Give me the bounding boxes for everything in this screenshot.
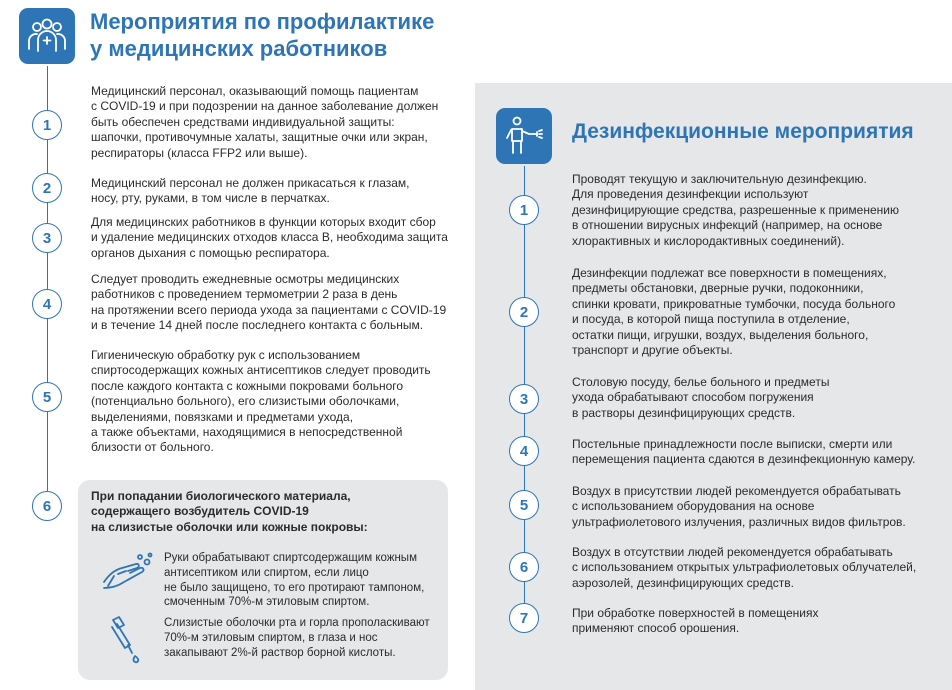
page-title-prevention: Мероприятия по профилактике у медицинских работников — [90, 9, 435, 61]
prevention-item-3-text: Для медицинских работников в функции которых входит сбор и удаление медицинских отходов класса В, необходима защита органов дыхания с помощью респиратора. — [91, 215, 448, 260]
step-number-badge: 1 — [32, 110, 62, 140]
step-number-badge: 6 — [32, 491, 62, 521]
step-number-badge: 6 — [509, 552, 539, 582]
step-number-badge: 3 — [509, 384, 539, 414]
step-number-badge: 5 — [32, 382, 62, 412]
bio-hands-text: Руки обрабатывают спиртсодержащим кожным антисептиком или спиртом, если лицо не было защищено, то его протирают тампоном, смоченным 70%-м этиловым спиртом. — [164, 552, 425, 609]
step-number-badge: 4 — [509, 436, 539, 466]
bio-dropper-text: Слизистые оболочки рта и горла прополаскивают 70%-м этиловым спиртом, в глаза и нос закапывают 2%-й раствор борной кислоты. — [164, 617, 430, 659]
step-number-badge: 2 — [32, 173, 62, 203]
disinfection-item-5-text: Воздух в присутствии людей рекомендуется обрабатывать с использованием оборудования на основе ультрафиолетового излучения, различных видов фильтров. — [572, 484, 906, 529]
prevention-item-5-text: Гигиеническую обработку рук с использованием спиртосодержащих кожных антисептиков следует проводить после каждого контакта с кожными покровами больного (потенциально больного), его слизистыми оболочками, выделениями, повязками и предметами ухода, а также объектами, находящимися в непосредственной близости от больного. — [91, 348, 431, 455]
hand-washing-icon — [100, 552, 156, 592]
step-number-badge: 4 — [32, 289, 62, 319]
disinfection-item-7-text: При обработке поверхностей в помещениях применяют способ орошения. — [572, 606, 819, 636]
disinfection-item-4-text: Постельные принадлежности после выписки, смерти или перемещения пациента сдаются в дезинфекционную камеру. — [572, 437, 916, 467]
disinfection-item-6-text: Воздух в отсутствии людей рекомендуется обрабатывать с использованием открытых ультрафиолетовых облучателей, аэрозолей, дезинфицирующих средств. — [572, 545, 917, 590]
medical-staff-group-icon — [19, 8, 75, 64]
disinfection-worker-icon — [496, 108, 552, 164]
page-title-disinfection: Дезинфекционные мероприятия — [572, 120, 914, 143]
disinfection-item-1-text: Проводят текущую и заключительную дезинфекцию. Для проведения дезинфекции используют дезинфицирующие средства, разрешенные к применению в отношении вирусных инфекций (например, на основе хлорактивных и кислородактивных соединений). — [572, 172, 899, 248]
disinfection-item-3-text: Столовую посуду, белье больного и предметы ухода обрабатывают способом погружения в растворы дезинфицирующих средств. — [572, 375, 830, 420]
step-number-badge: 2 — [509, 297, 539, 327]
step-number-badge: 7 — [509, 603, 539, 633]
step-number-badge: 1 — [509, 195, 539, 225]
eye-dropper-icon — [108, 614, 148, 664]
bio-material-heading: При попадании биологического материала, содержащего возбудитель COVID-19 на слизистые оболочки или кожные покровы: — [91, 489, 368, 534]
prevention-item-1-text: Медицинский персонал, оказывающий помощь пациентам с COVID-19 и при подозрении на данное заболевание должен быть обеспечен средствами индивидуальной защиты: шапочки, противочумные халаты, защитные очки или экран, респираторы (класса FFP2 или выше). — [91, 84, 439, 160]
prevention-item-2-text: Медицинский персонал не должен прикасаться к глазам, носу, рту, руками, в том числе в перчатках. — [91, 176, 410, 206]
step-number-badge: 3 — [32, 223, 62, 253]
disinfection-item-2-text: Дезинфекции подлежат все поверхности в помещениях, предметы обстановки, дверные ручки, подоконники, спинки кровати, прикроватные тумбочки, посуда больного и посуда, в которой пища поступила в отделение, остатки пищи, игрушки, воздух, выделения больного, транспорт и другие объекты. — [572, 266, 896, 358]
prevention-item-4-text: Следует проводить ежедневные осмотры медицинских работников с проведением термометрии 2 раза в день на протяжении всего периода ухода за пациентами с COVID-19 и в течение 14 дней после последнего контакта с больным. — [91, 272, 447, 333]
step-number-badge: 5 — [509, 490, 539, 520]
